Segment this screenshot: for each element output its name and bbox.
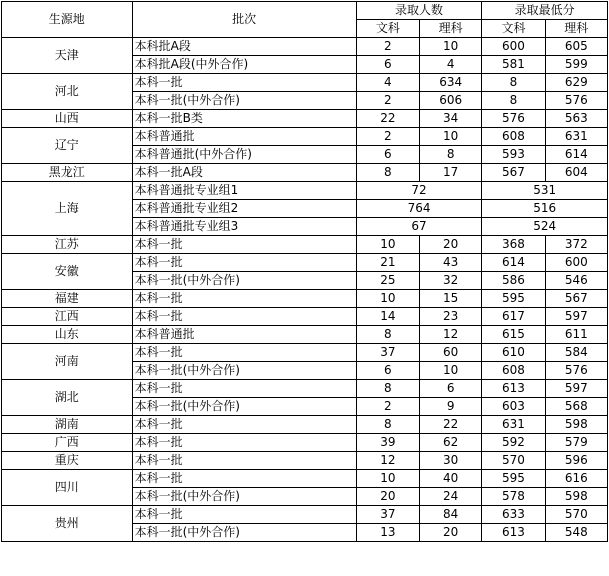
header-batch: 批次: [132, 2, 356, 38]
admit-merged-cell: 72: [356, 182, 482, 200]
admit-li-cell: 17: [420, 164, 482, 182]
admit-wen-cell: 6: [356, 362, 419, 380]
batch-cell: 本科一批(中外合作): [132, 398, 356, 416]
batch-cell: 本科一批(中外合作): [132, 92, 356, 110]
table-row: [2, 326, 608, 344]
admit-wen-cell: 25: [356, 272, 419, 290]
score-wen-cell: 608: [482, 362, 545, 380]
batch-cell: 本科普通批专业组1: [132, 182, 356, 200]
province-cell: 四川: [2, 470, 133, 506]
admit-wen-cell: 37: [356, 344, 419, 362]
table-row: [2, 452, 608, 470]
batch-cell: 本科一批: [132, 416, 356, 434]
table-row: [2, 254, 608, 272]
admit-wen-cell: 37: [356, 506, 419, 524]
score-wen-cell: 613: [482, 380, 545, 398]
province-cell: 江苏: [2, 236, 133, 254]
admit-wen-cell: 10: [356, 290, 419, 308]
score-wen-cell: 600: [482, 38, 545, 56]
table-row: [2, 74, 608, 92]
table-row: [2, 506, 608, 524]
score-li-cell: 614: [545, 146, 607, 164]
admit-li-cell: 40: [420, 470, 482, 488]
admit-wen-cell: 20: [356, 488, 419, 506]
admit-li-cell: 12: [420, 326, 482, 344]
batch-cell: 本科批A段: [132, 38, 356, 56]
score-wen-cell: 631: [482, 416, 545, 434]
batch-cell: 本科普通批: [132, 326, 356, 344]
header-admitted-wen: 文科: [356, 20, 419, 38]
score-li-cell: 597: [545, 380, 607, 398]
admit-merged-cell: 764: [356, 200, 482, 218]
province-cell: 贵州: [2, 506, 133, 542]
admit-li-cell: 30: [420, 452, 482, 470]
table-row: [2, 470, 608, 488]
batch-cell: 本科普通批: [132, 128, 356, 146]
score-wen-cell: 570: [482, 452, 545, 470]
batch-cell: 本科一批: [132, 254, 356, 272]
score-wen-cell: 8: [482, 92, 545, 110]
admit-li-cell: 6: [420, 380, 482, 398]
admission-table: [1, 1, 608, 542]
score-wen-cell: 368: [482, 236, 545, 254]
score-li-cell: 579: [545, 434, 607, 452]
province-cell: 河北: [2, 74, 133, 110]
province-cell: 福建: [2, 290, 133, 308]
score-merged-cell: 516: [482, 200, 608, 218]
score-li-cell: 599: [545, 56, 607, 74]
batch-cell: 本科一批: [132, 290, 356, 308]
score-wen-cell: 578: [482, 488, 545, 506]
table-row: [2, 110, 608, 128]
score-merged-cell: 524: [482, 218, 608, 236]
admit-wen-cell: 12: [356, 452, 419, 470]
score-li-cell: 576: [545, 92, 607, 110]
admit-li-cell: 9: [420, 398, 482, 416]
batch-cell: 本科一批: [132, 506, 356, 524]
score-li-cell: 570: [545, 506, 607, 524]
batch-cell: 本科一批: [132, 74, 356, 92]
score-li-cell: 597: [545, 308, 607, 326]
admit-wen-cell: 22: [356, 110, 419, 128]
score-li-cell: 616: [545, 470, 607, 488]
province-cell: 安徽: [2, 254, 133, 290]
province-cell: 重庆: [2, 452, 133, 470]
admit-wen-cell: 10: [356, 236, 419, 254]
score-wen-cell: 593: [482, 146, 545, 164]
batch-cell: 本科一批(中外合作): [132, 524, 356, 542]
batch-cell: 本科普通批专业组2: [132, 200, 356, 218]
admit-wen-cell: 10: [356, 470, 419, 488]
batch-cell: 本科普通批(中外合作): [132, 146, 356, 164]
admit-li-cell: 10: [420, 128, 482, 146]
score-li-cell: 567: [545, 290, 607, 308]
batch-cell: 本科一批: [132, 236, 356, 254]
admit-li-cell: 24: [420, 488, 482, 506]
province-cell: 山西: [2, 110, 133, 128]
header-admitted: 录取人数: [356, 2, 482, 20]
score-li-cell: 605: [545, 38, 607, 56]
batch-cell: 本科一批(中外合作): [132, 362, 356, 380]
admit-wen-cell: 14: [356, 308, 419, 326]
admit-wen-cell: 8: [356, 326, 419, 344]
admit-li-cell: 22: [420, 416, 482, 434]
table-row: [2, 416, 608, 434]
score-li-cell: 600: [545, 254, 607, 272]
admit-wen-cell: 4: [356, 74, 419, 92]
province-cell: 湖北: [2, 380, 133, 416]
admit-wen-cell: 6: [356, 56, 419, 74]
header-min-score: 录取最低分: [482, 2, 608, 20]
admit-wen-cell: 2: [356, 128, 419, 146]
admit-li-cell: 20: [420, 236, 482, 254]
batch-cell: 本科一批: [132, 470, 356, 488]
admit-li-cell: 84: [420, 506, 482, 524]
province-cell: 广西: [2, 434, 133, 452]
admit-li-cell: 634: [420, 74, 482, 92]
admit-li-cell: 62: [420, 434, 482, 452]
header-admitted-li: 理科: [420, 20, 482, 38]
score-li-cell: 568: [545, 398, 607, 416]
score-li-cell: 596: [545, 452, 607, 470]
admit-wen-cell: 6: [356, 146, 419, 164]
score-wen-cell: 610: [482, 344, 545, 362]
batch-cell: 本科一批(中外合作): [132, 488, 356, 506]
score-merged-cell: 531: [482, 182, 608, 200]
admit-li-cell: 34: [420, 110, 482, 128]
table-row: [2, 128, 608, 146]
score-wen-cell: 603: [482, 398, 545, 416]
table-row: [2, 290, 608, 308]
table-row: [2, 38, 608, 56]
table-row: [2, 344, 608, 362]
admit-wen-cell: 21: [356, 254, 419, 272]
province-cell: 山东: [2, 326, 133, 344]
admit-merged-cell: 67: [356, 218, 482, 236]
score-li-cell: 598: [545, 488, 607, 506]
score-li-cell: 548: [545, 524, 607, 542]
score-li-cell: 598: [545, 416, 607, 434]
batch-cell: 本科普通批专业组3: [132, 218, 356, 236]
admit-li-cell: 4: [420, 56, 482, 74]
table-row: [2, 164, 608, 182]
score-wen-cell: 595: [482, 290, 545, 308]
batch-cell: 本科一批: [132, 452, 356, 470]
score-wen-cell: 595: [482, 470, 545, 488]
admit-wen-cell: 8: [356, 416, 419, 434]
admit-li-cell: 32: [420, 272, 482, 290]
header-score-wen: 文科: [482, 20, 545, 38]
score-wen-cell: 581: [482, 56, 545, 74]
admit-li-cell: 606: [420, 92, 482, 110]
province-cell: 江西: [2, 308, 133, 326]
batch-cell: 本科一批: [132, 344, 356, 362]
table-row: [2, 308, 608, 326]
score-wen-cell: 586: [482, 272, 545, 290]
province-cell: 天津: [2, 38, 133, 74]
admit-li-cell: 60: [420, 344, 482, 362]
admit-wen-cell: 2: [356, 38, 419, 56]
admit-li-cell: 20: [420, 524, 482, 542]
score-li-cell: 563: [545, 110, 607, 128]
score-wen-cell: 608: [482, 128, 545, 146]
score-wen-cell: 567: [482, 164, 545, 182]
score-wen-cell: 8: [482, 74, 545, 92]
score-li-cell: 584: [545, 344, 607, 362]
score-li-cell: 546: [545, 272, 607, 290]
admit-li-cell: 10: [420, 38, 482, 56]
admit-li-cell: 8: [420, 146, 482, 164]
table-row: [2, 236, 608, 254]
admit-wen-cell: 13: [356, 524, 419, 542]
batch-cell: 本科一批: [132, 308, 356, 326]
score-wen-cell: 592: [482, 434, 545, 452]
batch-cell: 本科一批: [132, 434, 356, 452]
admit-li-cell: 23: [420, 308, 482, 326]
batch-cell: 本科一批(中外合作): [132, 272, 356, 290]
score-wen-cell: 576: [482, 110, 545, 128]
admit-wen-cell: 8: [356, 164, 419, 182]
score-li-cell: 631: [545, 128, 607, 146]
header-score-li: 理科: [545, 20, 607, 38]
admit-wen-cell: 2: [356, 92, 419, 110]
admit-li-cell: 43: [420, 254, 482, 272]
admit-li-cell: 10: [420, 362, 482, 380]
batch-cell: 本科批A段(中外合作): [132, 56, 356, 74]
province-cell: 辽宁: [2, 128, 133, 164]
score-wen-cell: 615: [482, 326, 545, 344]
table-row: [2, 380, 608, 398]
province-cell: 河南: [2, 344, 133, 380]
score-li-cell: 611: [545, 326, 607, 344]
admit-wen-cell: 8: [356, 380, 419, 398]
score-wen-cell: 617: [482, 308, 545, 326]
table-row: [2, 182, 608, 200]
admit-li-cell: 15: [420, 290, 482, 308]
score-wen-cell: 614: [482, 254, 545, 272]
batch-cell: 本科一批B类: [132, 110, 356, 128]
score-li-cell: 576: [545, 362, 607, 380]
score-li-cell: 629: [545, 74, 607, 92]
batch-cell: 本科一批A段: [132, 164, 356, 182]
batch-cell: 本科一批: [132, 380, 356, 398]
admit-wen-cell: 39: [356, 434, 419, 452]
score-li-cell: 604: [545, 164, 607, 182]
header-origin: 生源地: [2, 2, 133, 38]
province-cell: 上海: [2, 182, 133, 236]
province-cell: 黑龙江: [2, 164, 133, 182]
table-row: [2, 434, 608, 452]
province-cell: 湖南: [2, 416, 133, 434]
score-wen-cell: 633: [482, 506, 545, 524]
score-li-cell: 372: [545, 236, 607, 254]
admit-wen-cell: 2: [356, 398, 419, 416]
score-wen-cell: 613: [482, 524, 545, 542]
